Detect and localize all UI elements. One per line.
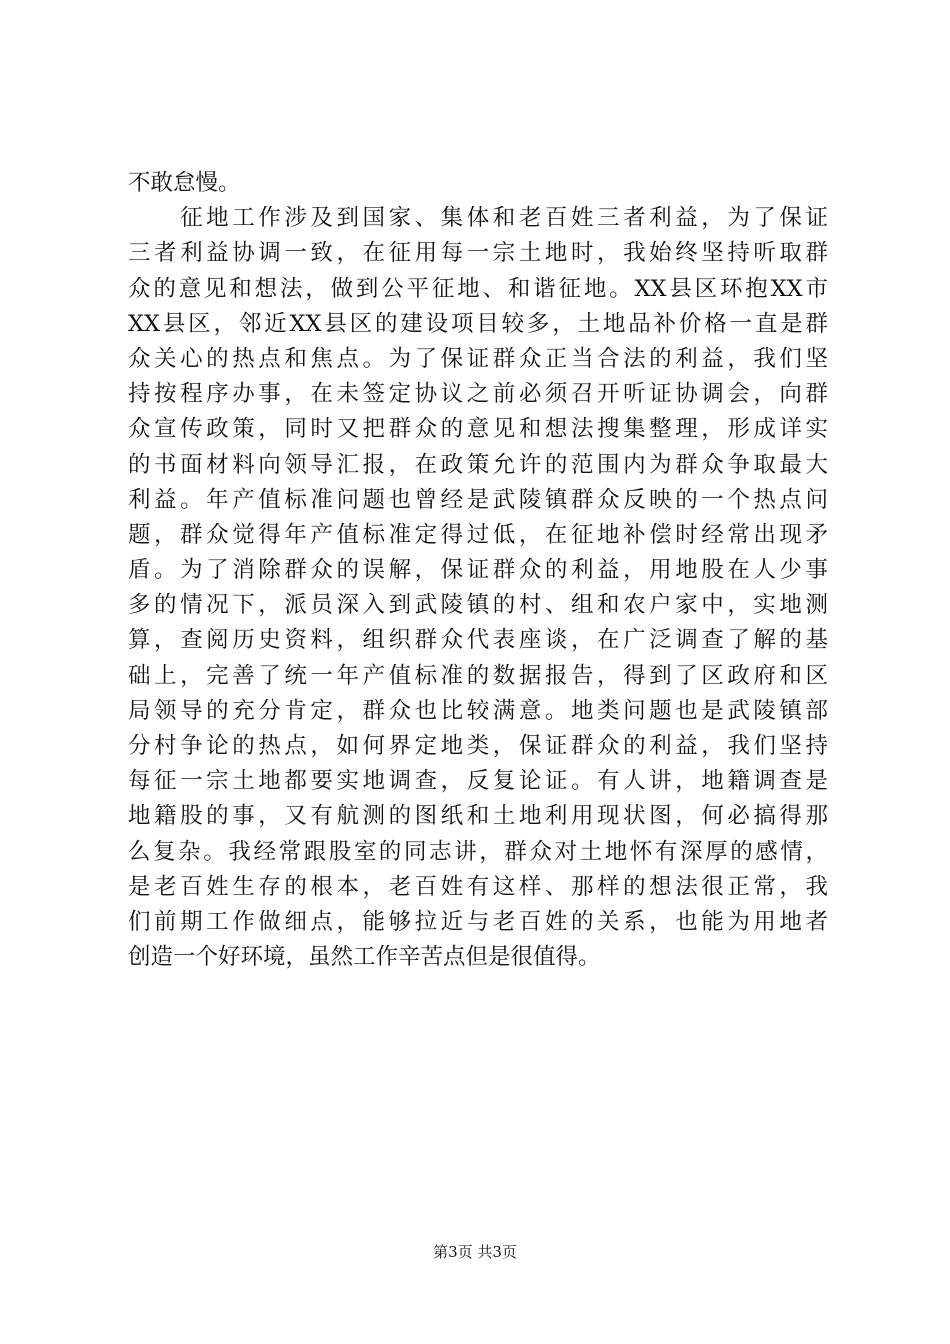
text-line: 征地工作涉及到国家、集体和老百姓三者利益，为了保证 xyxy=(128,205,828,232)
text-line: 利益。年产值标准问题也曾经是武陵镇群众反映的一个热点问 xyxy=(128,486,828,513)
page-footer xyxy=(0,1242,950,1262)
text-line: 盾。为了消除群众的误解，保证群众的利益，用地股在人少事 xyxy=(128,557,828,584)
text-line: 众宣传政策，同时又把群众的意见和想法搜集整理，形成详实 xyxy=(128,416,828,443)
text-line: 算，查阅历史资料，组织群众代表座谈，在广泛调查了解的基 xyxy=(128,627,828,654)
text-line: 是老百姓生存的根本，老百姓有这样、那样的想法很正常，我 xyxy=(128,873,828,900)
text-line: 多的情况下，派员深入到武陵镇的村、组和农户家中，实地测 xyxy=(128,592,828,619)
text-line: XX县区，邻近XX县区的建设项目较多，土地品补价格一直是群 xyxy=(128,310,828,337)
body-text xyxy=(128,166,828,975)
text-line: 众关心的热点和焦点。为了保证群众正当合法的利益，我们坚 xyxy=(128,345,828,372)
text-line: 题，群众觉得年产值标准定得过低，在征地补偿时经常出现矛 xyxy=(128,521,828,548)
text-line: 局领导的充分肯定，群众也比较满意。地类问题也是武陵镇部 xyxy=(128,697,828,724)
text-line: 础上，完善了统一年产值标准的数据报告，得到了区政府和区 xyxy=(128,662,828,689)
page-number-label: 第3页 共3页 xyxy=(433,1243,517,1261)
text-line: 们前期工作做细点，能够拉近与老百姓的关系，也能为用地者 xyxy=(128,908,828,935)
text-line: 的书面材料向领导汇报，在政策允许的范围内为群众争取最大 xyxy=(128,451,828,478)
text-line: 地籍股的事，又有航测的图纸和土地利用现状图，何必搞得那 xyxy=(128,803,828,830)
text-line: 不敢怠慢。 xyxy=(128,170,241,196)
text-line: 众的意见和想法，做到公平征地、和谐征地。XX县区环抱XX市 xyxy=(128,275,828,302)
text-line: 持按程序办事，在未签定协议之前必须召开听证协调会，向群 xyxy=(128,381,828,408)
text-line: 分村争论的热点，如何界定地类，保证群众的利益，我们坚持 xyxy=(128,733,828,759)
text-line: 创造一个好环境，虽然工作辛苦点但是很值得。 xyxy=(128,944,601,971)
text-line: 么复杂。我经常跟股室的同志讲，群众对土地怀有深厚的感情， xyxy=(128,838,828,865)
text-line: 三者利益协调一致，在征用每一宗土地时，我始终坚持听取群 xyxy=(128,240,828,267)
text-line: 每征一宗土地都要实地调查，反复论证。有人讲，地籍调查是 xyxy=(128,768,828,795)
